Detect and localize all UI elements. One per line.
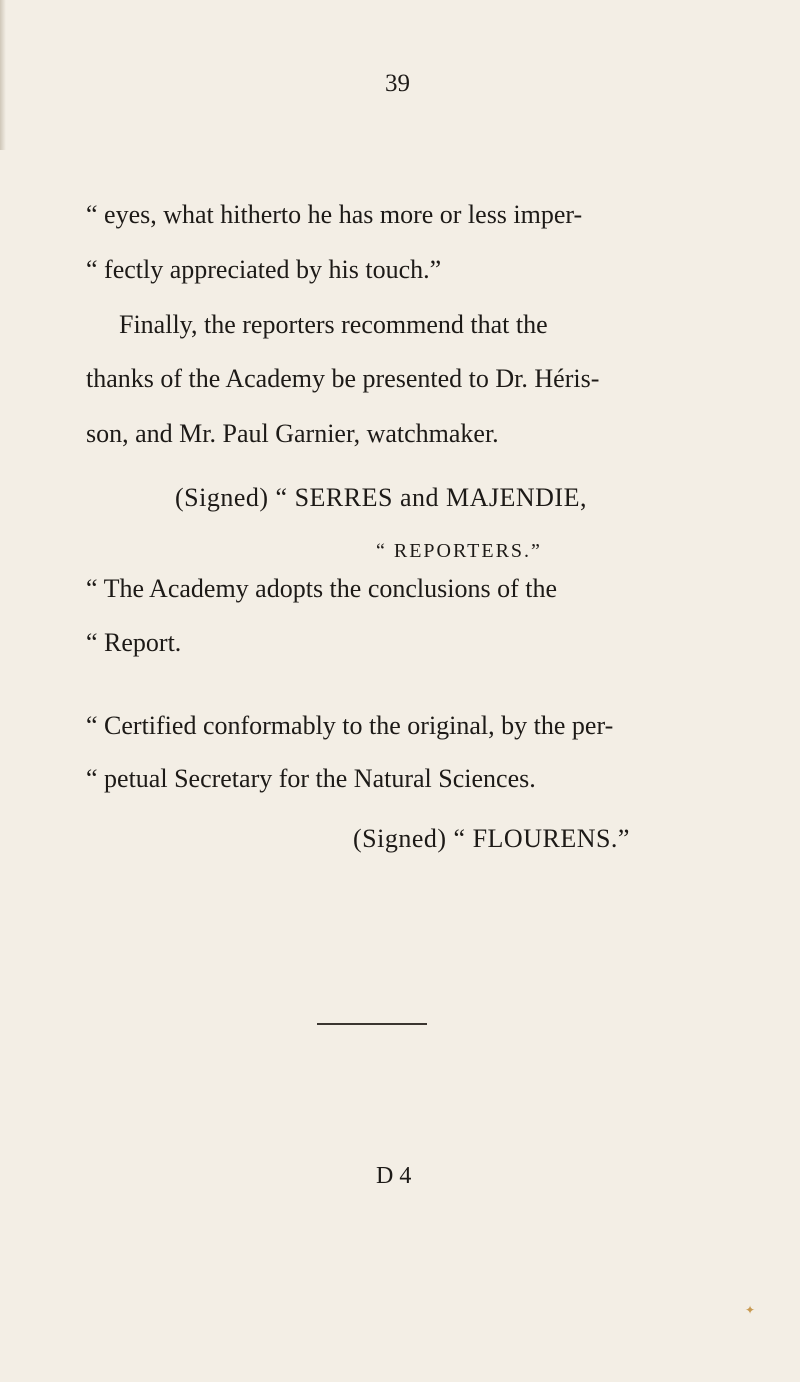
- text-line-9: “ Report.: [86, 628, 182, 657]
- section-divider: [317, 1023, 427, 1025]
- text-line-1: “ eyes, what hitherto he has more or less imper-: [86, 200, 583, 229]
- printer-signature-mark: D 4: [376, 1163, 412, 1189]
- signed-reporters-line: (Signed) “ SERRES and MAJENDIE,: [175, 483, 587, 512]
- page-binding-edge: [0, 0, 6, 150]
- reporters-label: “ REPORTERS.”: [376, 540, 542, 562]
- text-line-4: thanks of the Academy be presented to Dr. Héris-: [86, 364, 600, 393]
- text-line-11: “ petual Secretary for the Natural Sciences.: [86, 764, 536, 793]
- text-line-10: “ Certified conformably to the original, by the per-: [86, 711, 614, 740]
- text-line-5: son, and Mr. Paul Garnier, watchmaker.: [86, 419, 499, 448]
- signed-flourens-line: (Signed) “ FLOURENS.”: [353, 824, 630, 853]
- text-line-8: “ The Academy adopts the conclusions of the: [86, 574, 558, 603]
- text-line-3: Finally, the reporters recommend that the: [119, 310, 548, 339]
- paper-speck: ✦: [745, 1303, 756, 1317]
- page-number: 39: [385, 70, 410, 97]
- text-line-2: “ fectly appreciated by his touch.”: [86, 255, 442, 284]
